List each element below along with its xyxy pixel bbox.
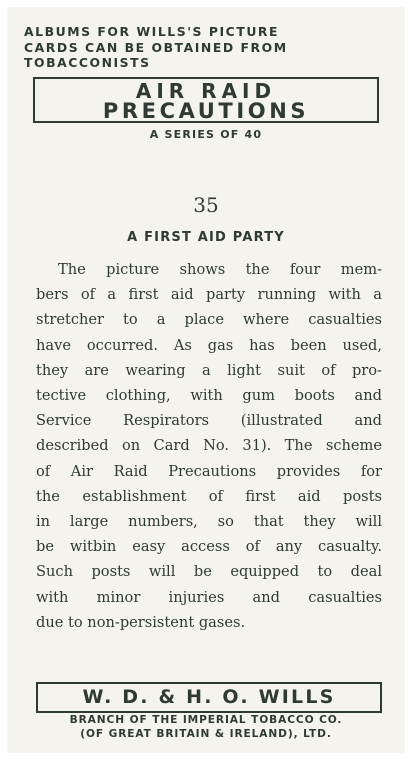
card-description <box>36 257 382 635</box>
description-line: The picture shows the four mem- <box>58 261 382 278</box>
description-line: be witbin easy access of any casualty. <box>36 538 382 556</box>
series-title-box <box>33 77 379 123</box>
albums-notice-line: ALBUMS FOR WILLS'S PICTURE <box>24 24 280 39</box>
description-line: stretcher to a place where casualties <box>36 311 382 329</box>
description-line: bers of a first aid party running with a <box>36 286 382 304</box>
maker-box <box>36 682 382 713</box>
description-line: described on Card No. 31). The scheme <box>36 437 382 455</box>
albums-notice <box>24 24 388 71</box>
description-line: the establishment of first aid posts <box>36 487 382 505</box>
description-line: of Air Raid Precautions provides for <box>36 462 382 480</box>
description-line: they are wearing a light suit of pro- <box>36 361 382 379</box>
series-count: A SERIES OF 40 <box>149 128 263 141</box>
card-subject-title: A FIRST AID PARTY <box>127 230 285 245</box>
description-line: Service Respirators (illustrated and <box>36 412 382 430</box>
description-line: with minor injuries and casualties <box>36 588 382 606</box>
description-line: have occurred. As gas has been used, <box>36 336 382 354</box>
series-title-line-1: AIR RAID <box>135 79 277 103</box>
description-line: Such posts will be equipped to deal <box>36 563 382 581</box>
maker-branch-line-2: (OF GREAT BRITAIN & IRELAND), LTD. <box>80 728 332 740</box>
albums-notice-line: CARDS CAN BE OBTAINED FROM <box>24 39 288 55</box>
card-number: 35 <box>193 193 219 217</box>
maker-branch-line-1: BRANCH OF THE IMPERIAL TOBACCO CO. <box>69 714 343 726</box>
description-line: in large numbers, so that they will <box>36 513 382 531</box>
maker-name: W. D. & H. O. WILLS <box>82 686 336 708</box>
description-line: tective clothing, with gum boots and <box>36 387 382 405</box>
description-line: due to non-persistent gases. <box>36 613 246 631</box>
albums-notice-line: TOBACCONISTS <box>24 55 151 70</box>
series-title-line-2: PRECAUTIONS <box>102 99 310 123</box>
